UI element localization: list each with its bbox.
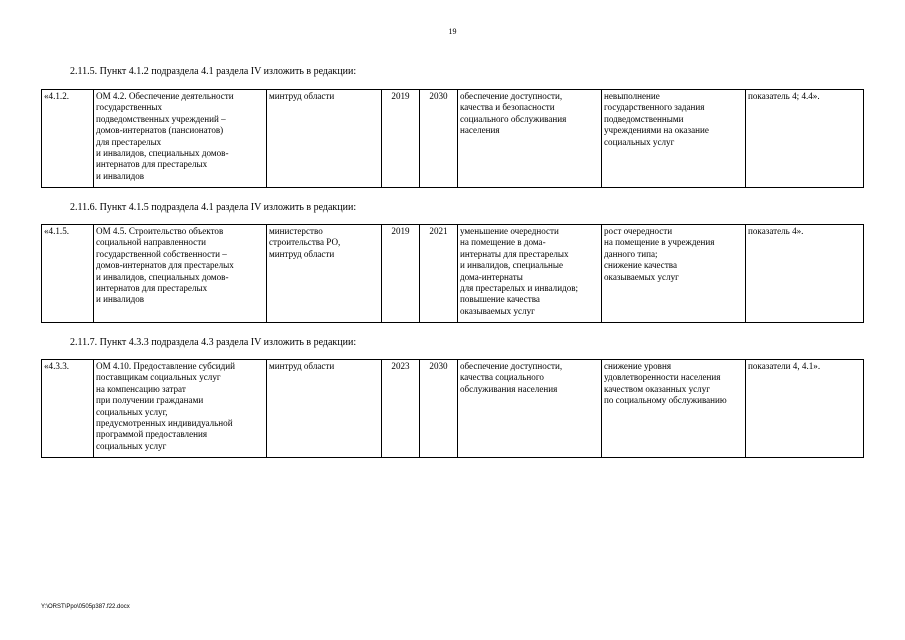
row-number: «4.1.5. — [42, 225, 94, 323]
end-year: 2030 — [420, 90, 458, 188]
program-table — [41, 224, 864, 323]
start-year: 2019 — [382, 225, 420, 323]
executor: минтруд области — [267, 90, 382, 188]
related-indicators: показатели 4, 4.1». — [746, 360, 864, 458]
program-table — [41, 89, 864, 188]
related-indicators: показатель 4». — [746, 225, 864, 323]
end-year: 2021 — [420, 225, 458, 323]
measure-name: ОМ 4.2. Обеспечение деятельности государственных подведомственных учреждений – домов-интернатов (пансионатов) для престарелых и инвалидов, специальных домов- интернатов для престарелых и инвалидов — [94, 90, 267, 188]
measure-name: ОМ 4.5. Строительство объектов социальной направленности государственной собственности – домов-интернатов для престарелых и инвалидов, специальных домов- интернатов для престарелых и инвалидов — [94, 225, 267, 323]
non-implementation-consequences: невыполнение государственного задания подведомственными учреждениями на оказание социальных услуг — [602, 90, 746, 188]
row-number: «4.3.3. — [42, 360, 94, 458]
non-implementation-consequences: рост очередности на помещение в учреждения данного типа; снижение качества оказываемых услуг — [602, 225, 746, 323]
executor: минтруд области — [267, 360, 382, 458]
measure-name: ОМ 4.10. Предоставление субсидий поставщикам социальных услуг на компенсацию затрат при получении гражданами социальных услуг, предусмотренных индивидуальной программой предоставления социальных услуг — [94, 360, 267, 458]
executor: министерство строительства РО, минтруд области — [267, 225, 382, 323]
table-row — [42, 90, 864, 188]
program-table — [41, 359, 864, 458]
expected-result: обеспечение доступности, качества социального обслуживания населения — [458, 360, 602, 458]
expected-result: уменьшение очередности на помещение в дома- интернаты для престарелых и инвалидов, специальные дома-интернаты для престарелых и инвалидов; повышение качества оказываемых услуг — [458, 225, 602, 323]
start-year: 2023 — [382, 360, 420, 458]
file-path-footer: Y:\ORST\Ppo\0505p387.f22.docx — [41, 604, 130, 610]
table-row — [42, 225, 864, 323]
start-year: 2019 — [382, 90, 420, 188]
section-heading: 2.11.5. Пункт 4.1.2 подраздела 4.1 раздела IV изложить в редакции: — [70, 66, 357, 77]
related-indicators: показатель 4; 4.4». — [746, 90, 864, 188]
expected-result: обеспечение доступности, качества и безопасности социального обслуживания населения — [458, 90, 602, 188]
end-year: 2030 — [420, 360, 458, 458]
page-number: 19 — [448, 27, 457, 36]
section-heading: 2.11.6. Пункт 4.1.5 подраздела 4.1 раздела IV изложить в редакции: — [70, 202, 357, 213]
row-number: «4.1.2. — [42, 90, 94, 188]
section-heading: 2.11.7. Пункт 4.3.3 подраздела 4.3 раздела IV изложить в редакции: — [70, 337, 357, 348]
table-row — [42, 360, 864, 458]
non-implementation-consequences: снижение уровня удовлетворенности населения качеством оказанных услуг по социальному обслуживанию — [602, 360, 746, 458]
